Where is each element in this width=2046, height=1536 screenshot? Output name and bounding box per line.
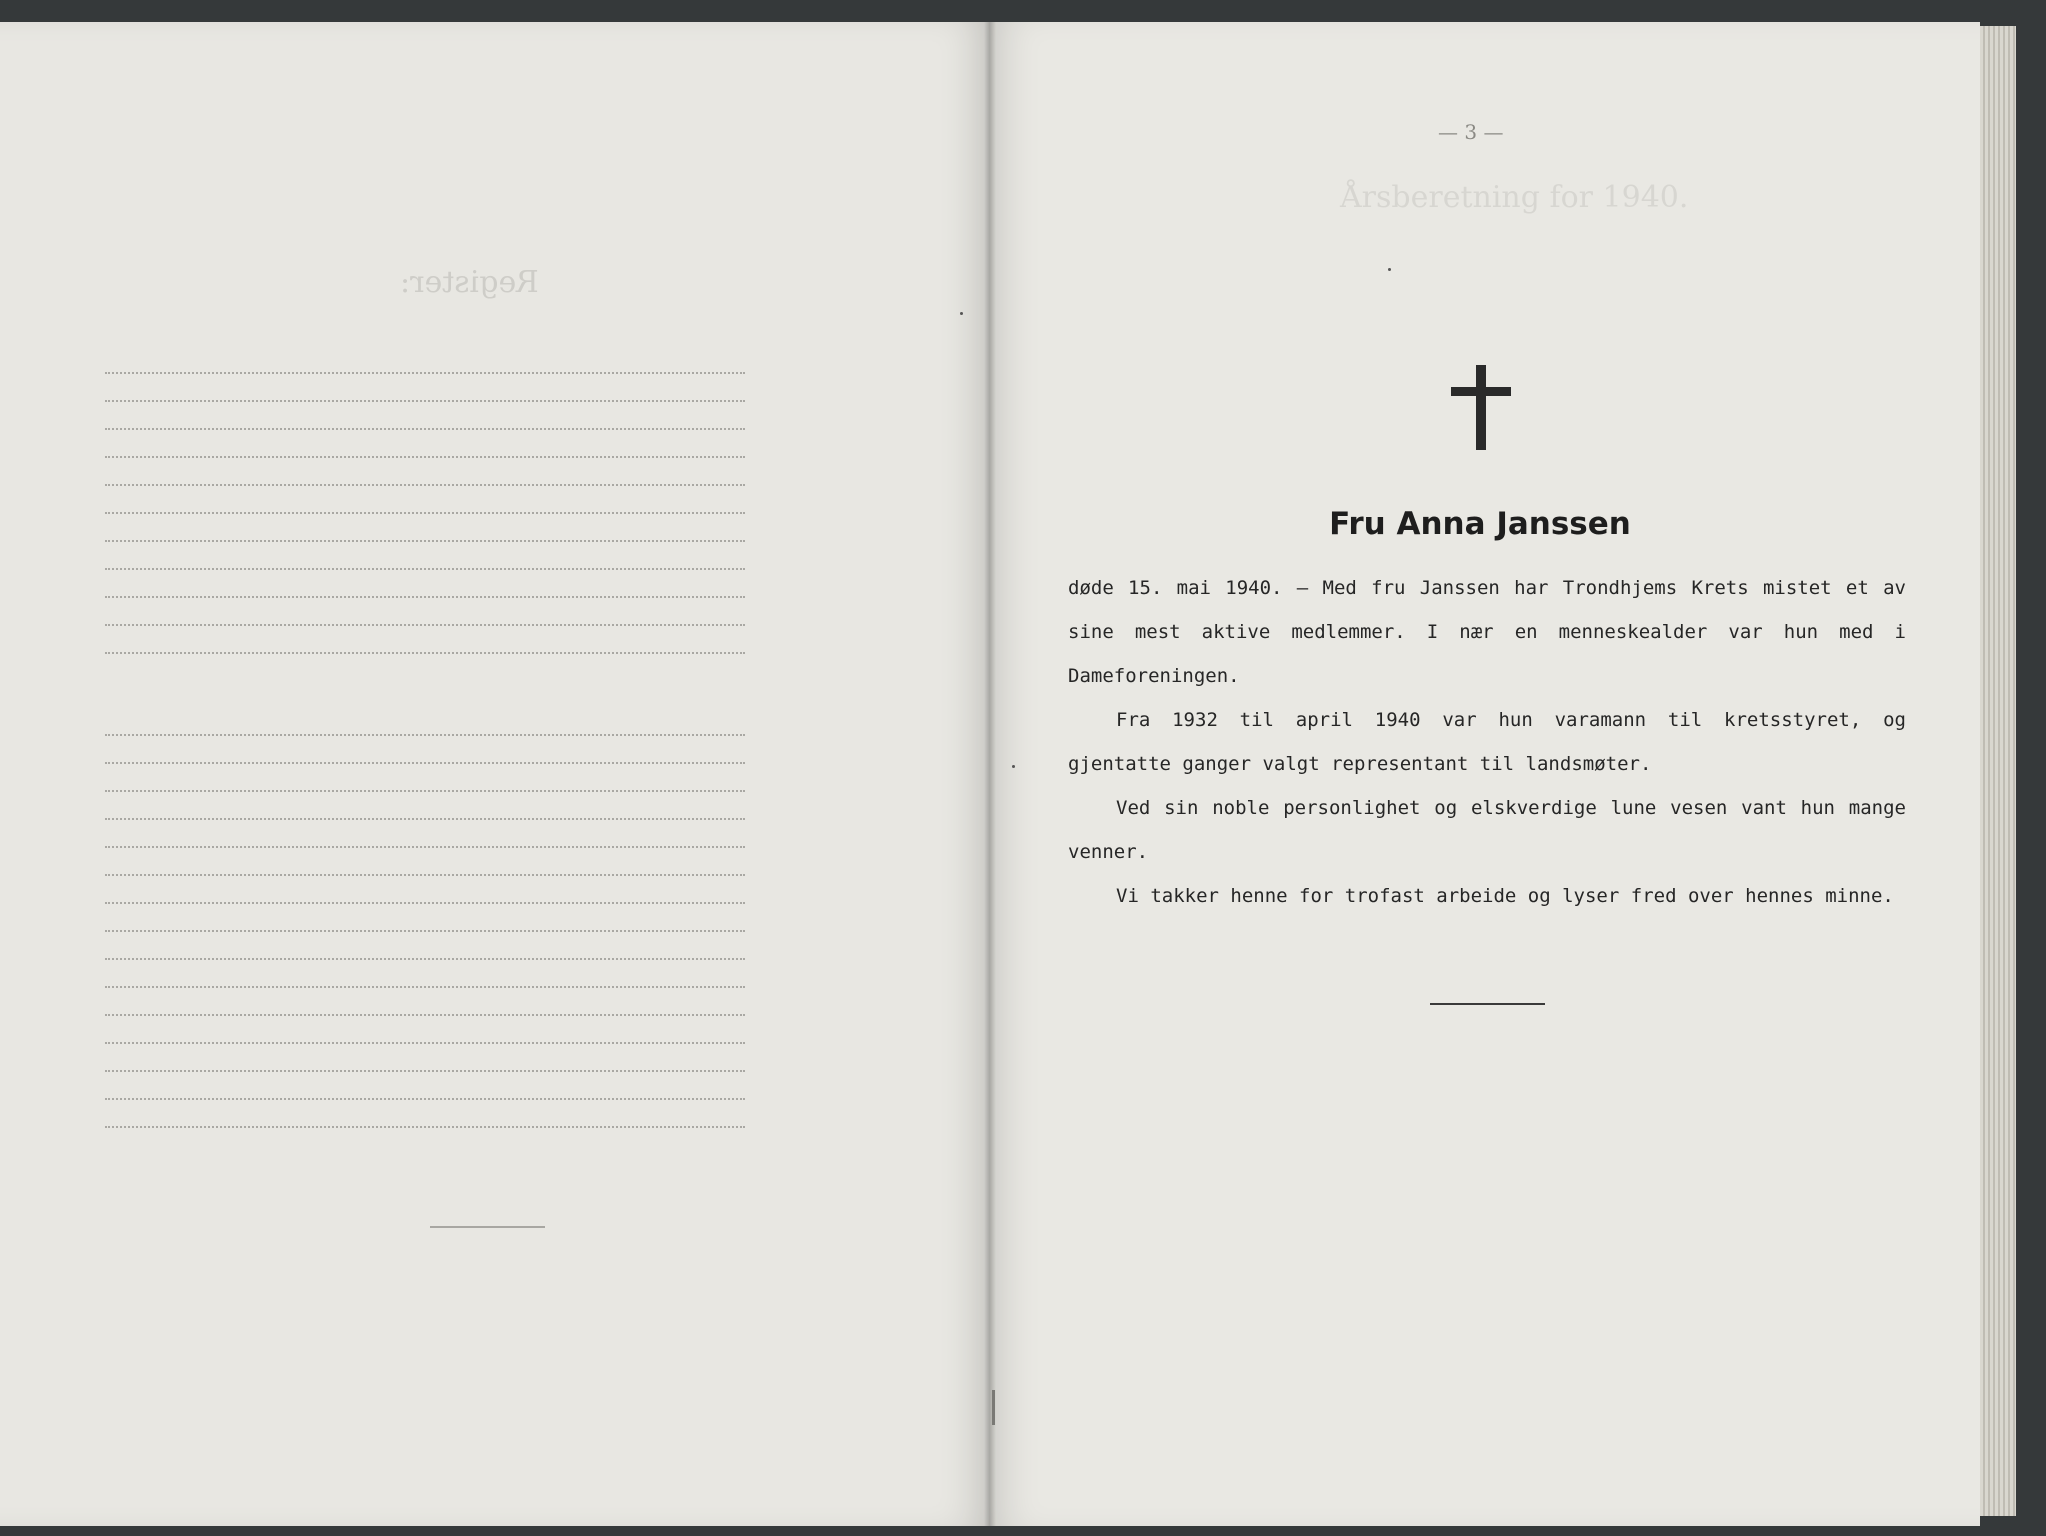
show-through-dots [105,540,745,542]
show-through-dots [105,512,745,514]
show-through-dots [105,790,745,792]
speck [1012,765,1015,768]
obituary-paragraph: Ved sin noble personlighet og elskverdige lune vesen vant hun mange venner. [1068,797,1906,863]
show-through-dots [105,1014,745,1016]
show-through-dots [105,568,745,570]
show-through-rule [430,1226,545,1228]
show-through-dots [105,1098,745,1100]
show-through-dots [105,484,745,486]
show-through-dots [105,652,745,654]
show-through-dots [105,734,745,736]
show-through-dots [105,1070,745,1072]
obituary-text [1068,566,1906,918]
left-page [0,22,990,1526]
show-through-dots [105,846,745,848]
show-through-dots [105,596,745,598]
obituary-paragraph: Fra 1932 til april 1940 var hun varamann til kretsstyret, og gjentatte ganger valgt representant til landsmøter. [1068,709,1906,775]
show-through-dots [105,874,745,876]
show-through-dots [105,624,745,626]
show-through-dots [105,986,745,988]
show-through-dots [105,818,745,820]
speck [960,312,963,315]
show-through-dots [105,902,745,904]
obituary-paragraph: døde 15. mai 1940. — Med fru Janssen har Trondhjems Krets mistet et av sine mest aktive medlemmer. I nær en menneskealder var hun med i Dameforeningen. [1068,577,1906,687]
binding-mark [992,1390,995,1425]
page-number: — 3 — [1438,120,1504,144]
show-through-dots [105,958,745,960]
show-through-dots [105,1042,745,1044]
show-through-heading: Årsberetning for 1940. [1340,180,1689,215]
show-through-dots [105,372,745,374]
page-edges [1980,26,2016,1516]
show-through-dots [105,762,745,764]
obituary-paragraph: Vi takker henne for trofast arbeide og lyser fred over hennes minne. [1116,885,1894,907]
book-gutter [984,22,996,1526]
show-through-dots [105,400,745,402]
show-through-dots [105,428,745,430]
show-through-dots [105,1126,745,1128]
show-through-dots [105,930,745,932]
closing-rule [1430,1003,1545,1005]
show-through-title: Register: [400,265,539,300]
speck [1388,268,1391,271]
cross-icon [1451,365,1511,450]
show-through-dots [105,456,745,458]
obituary-name: Fru Anna Janssen [1329,506,1631,542]
